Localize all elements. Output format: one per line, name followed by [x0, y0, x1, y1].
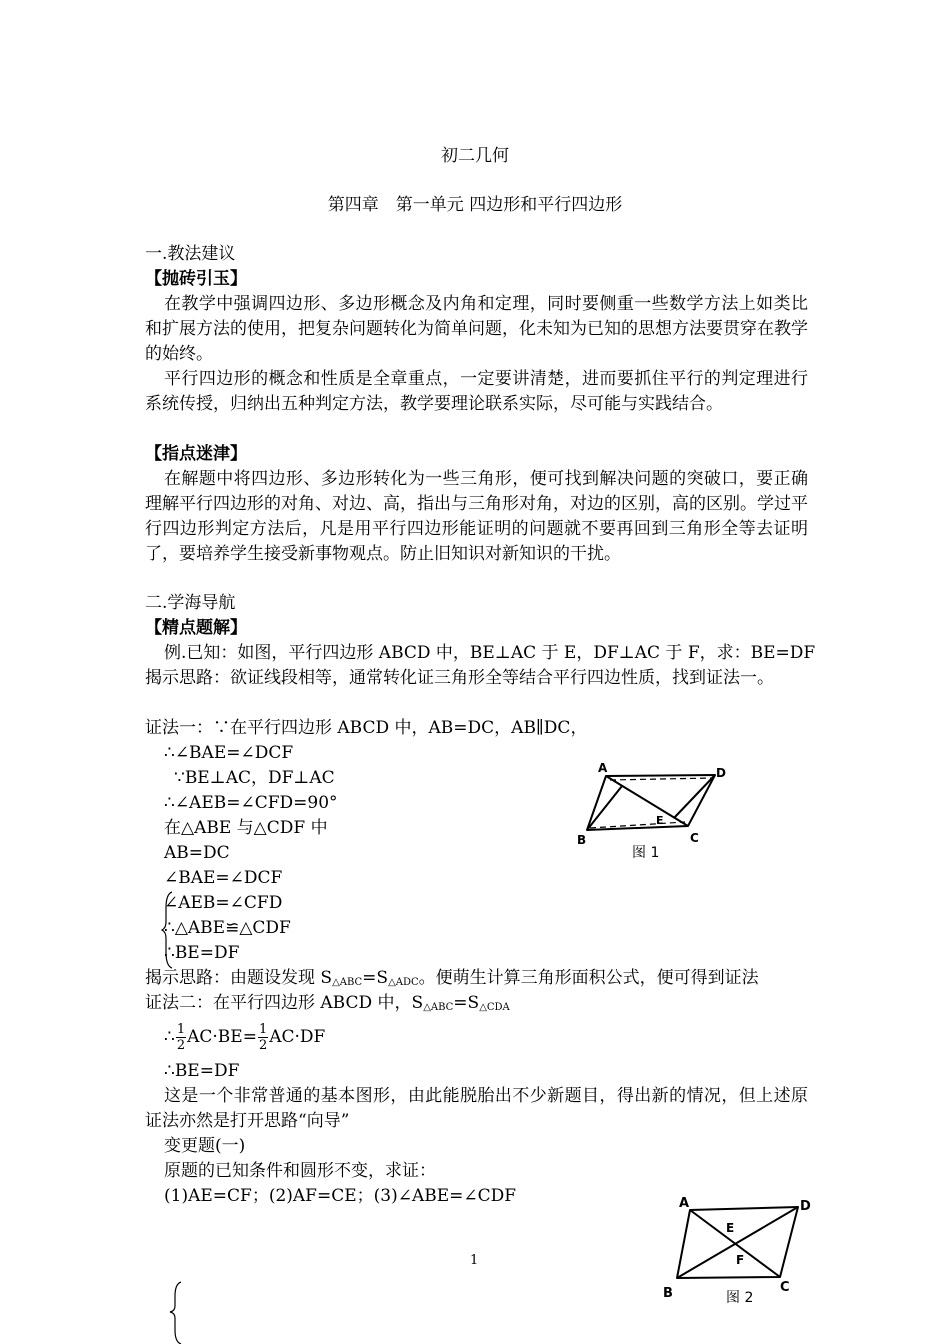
hint-1: 揭示思路：欲证线段相等，通常转化证三角形全等结合平行四边性质，找到证法一。 — [145, 668, 774, 688]
label-b: B — [663, 1286, 673, 1301]
segment-df — [674, 775, 715, 818]
proof-1-line: ∴∠BAE=∠DCF — [164, 743, 294, 763]
document-title: 初二几何 — [441, 146, 509, 166]
proof-1-line: ∴∠AEB=∠CFD=90° — [164, 793, 338, 813]
proof-1-intro: 证法一：∵在平行四边形 ABCD 中，AB=DC，AB∥DC， — [145, 718, 588, 738]
label-f: F — [736, 1253, 745, 1267]
hint-2: 揭示思路：由题设发现 $S_{\triangle ABC}=S_{\triangle ADC}$。便萌生计算三角形面积公式，便可得到证法 — [145, 968, 759, 988]
section-heading-1: 一.教法建议 — [145, 244, 236, 264]
diagonal-bd — [677, 1207, 798, 1278]
variant-title: 变更题(一) — [164, 1136, 246, 1156]
figure-2-caption: 图 2 — [726, 1290, 754, 1306]
fraction: $\frac{1}{2}$ — [176, 1022, 186, 1053]
proof-2-intro: 证法二：在平行四边形 ABCD 中，$S_{\triangle ABC}=S_{\triangle CDA}$ — [145, 993, 510, 1013]
label-a: A — [679, 1196, 690, 1211]
proof-1-line: ∴△ABE≌△CDF — [164, 918, 291, 938]
proof-1-line: ∴BE=DF — [164, 943, 240, 963]
example-statement: 例.已知：如图，平行四边形 ABCD 中，BE⊥AC 于 E，DF⊥AC 于 F，求：BE=DF — [164, 643, 816, 663]
subheading-zhidian: 【指点迷津】 — [145, 444, 247, 464]
label-b: B — [577, 833, 587, 847]
figure-1 — [570, 758, 730, 868]
label-d: D — [716, 766, 726, 780]
label-c: C — [780, 1280, 790, 1295]
variant-items: (1)AE=CF；(2)AF=CE；(3)∠ABE=∠CDF — [164, 1186, 517, 1206]
figure-2 — [662, 1190, 822, 1310]
brace-mark — [168, 1280, 184, 1344]
paragraph-1: 在教学中强调四边形、多边形概念及内角和定理，同时要侧重一些数学方法上如类比和扩展方法的使用，把复杂问题转化为简单问题，化未知为已知的思想方法要贯穿在教学的始终。 — [145, 294, 808, 364]
subheading-jingdian: 【精点题解】 — [145, 618, 247, 638]
diagonal-ac — [606, 776, 688, 826]
chapter-title: 第四章 第一单元 四边形和平行四边形 — [327, 195, 623, 215]
brace-mark — [160, 890, 176, 970]
segment-be — [587, 786, 622, 830]
proof-1-line: ∵BE⊥AC，DF⊥AC — [174, 768, 335, 788]
proof-1-line: ∠AEB=∠CFD — [164, 893, 283, 913]
paragraph-4: 这是一个非常普通的基本图形，由此能脱胎出不少新题目，得出新的情况，但上述原证法亦然是打开思路“向导” — [145, 1086, 808, 1131]
dashed-line-top — [610, 778, 712, 780]
subheading-paozhuan: 【抛砖引玉】 — [145, 269, 247, 289]
label-a: A — [598, 761, 608, 775]
proof-2-equation: ∴ $\frac{1}{2}$ AC·BE= $\frac{1}{2}$ AC·DF — [164, 1022, 326, 1053]
fraction: $\frac{1}{2}$ — [258, 1022, 268, 1053]
variant-description: 原题的已知条件和圆形不变，求证： — [164, 1161, 436, 1181]
paragraph-3: 在解题中将四边形、多边形转化为一些三角形，便可找到解决问题的突破口，要正确理解平行四边形的对角、对边、高，指出与三角形对角，对边的区别，高的区别。学过平行四边形判定方法后，凡是用平行四边形能证明的问题就不要再回到三角形全等去证明了，要培养学生接受新事物观点。防止旧知识对新知识的干扰。 — [145, 469, 808, 564]
label-c: C — [690, 831, 699, 845]
page-number: 1 — [470, 1253, 479, 1268]
section-heading-2: 二.学海导航 — [145, 593, 236, 613]
proof-1-line: 在△ABE 与△CDF 中 — [164, 818, 328, 838]
proof-1-line: ∠BAE=∠DCF — [164, 868, 283, 888]
paragraph-2: 平行四边形的概念和性质是全章重点，一定要讲清楚，进而要抓住平行的判定理进行系统传授，归纳出五种判定方法，教学要理论联系实际，尽可能与实践结合。 — [145, 369, 808, 414]
figure-1-caption: 图 1 — [632, 845, 660, 861]
proof-1-line: AB=DC — [164, 843, 230, 863]
label-e: E — [726, 1221, 735, 1235]
label-d: D — [800, 1199, 811, 1214]
label-e: E — [656, 814, 664, 827]
proof-2-conclusion: ∴BE=DF — [164, 1061, 240, 1081]
